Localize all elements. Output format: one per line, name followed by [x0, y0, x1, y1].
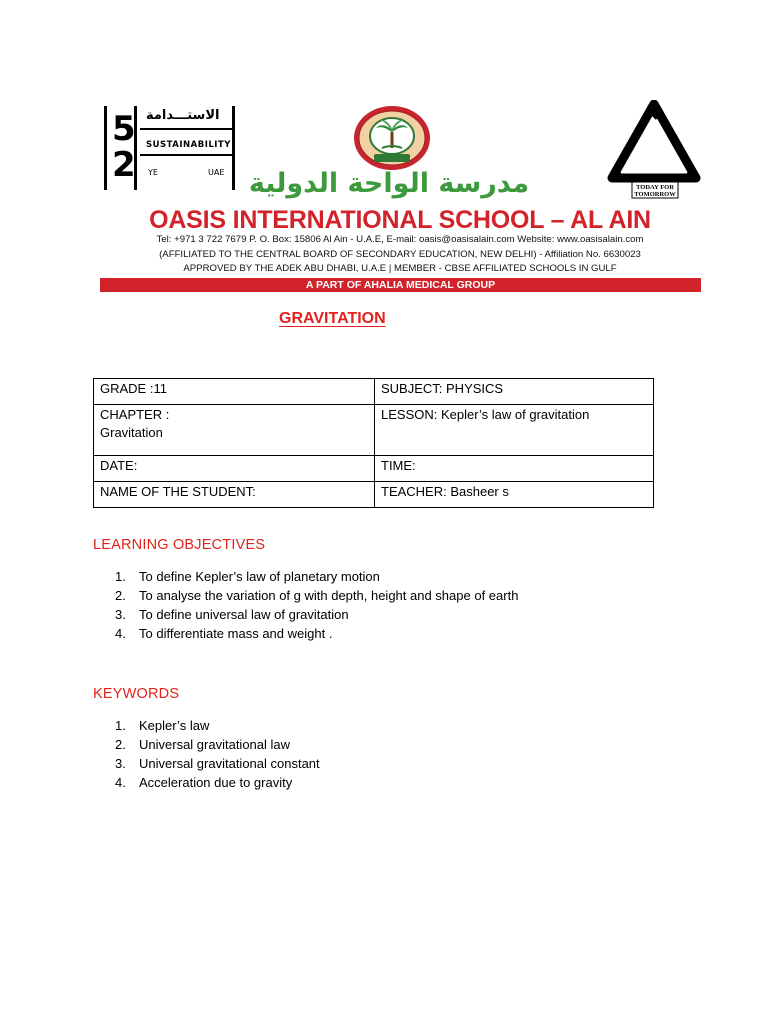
list-number: 2. — [115, 737, 126, 752]
list-text: Kepler’s law — [139, 718, 210, 733]
letterhead — [0, 0, 768, 300]
logo-divider — [140, 154, 232, 156]
list-text: To define Kepler’s law of planetary motion — [139, 569, 380, 584]
logo-small-text-left: ΥΕ — [148, 168, 158, 177]
list-item — [93, 754, 320, 773]
list-text: To define universal law of gravitation — [139, 607, 349, 622]
list-item — [93, 567, 518, 586]
recycle-caption-2: TOMORROW — [634, 191, 676, 198]
school-crest-icon — [352, 104, 432, 172]
list-text: Universal gravitational constant — [139, 756, 320, 771]
lesson-info-table — [93, 378, 654, 508]
list-text: Acceleration due to gravity — [139, 775, 293, 790]
school-name: OASIS INTERNATIONAL SCHOOL – AL AIN — [149, 206, 651, 234]
logo-number-top: 5 — [112, 109, 136, 149]
recycle-caption-1: TODAY FOR — [636, 184, 674, 191]
approval-line: APPROVED BY THE ADEK ABU DHABI, U.A.E | MEMBER - CBSE AFFILIATED SCHOOLS IN GULF — [183, 263, 617, 274]
teacher-cell: TEACHER: Basheer s — [375, 482, 654, 508]
contact-line: Tel: +971 3 722 7679 P. O. Box: 15806 Al Ain - U.A.E, E-mail: oasis@oasisalain.com Website: www.oasisalain.com — [156, 234, 644, 245]
list-number: 2. — [115, 588, 126, 603]
list-number: 4. — [115, 775, 126, 790]
list-item — [93, 586, 518, 605]
student-name-cell: NAME OF THE STUDENT: — [94, 482, 375, 508]
table-row — [94, 379, 654, 405]
logo-vertical-line — [104, 106, 107, 190]
table-row — [94, 405, 654, 456]
objectives-list — [93, 567, 518, 643]
chapter-label: CHAPTER : — [100, 407, 170, 422]
list-text: To analyse the variation of g with depth, height and shape of earth — [139, 588, 519, 603]
list-item — [93, 605, 518, 624]
logo-arabic-text: الاستـــدامة — [146, 108, 220, 123]
list-number: 1. — [115, 569, 126, 584]
recycle-logo-icon — [606, 100, 702, 200]
list-number: 1. — [115, 718, 126, 733]
table-row — [94, 482, 654, 508]
time-cell: TIME: — [375, 456, 654, 482]
list-item — [93, 624, 518, 643]
list-number: 3. — [115, 607, 126, 622]
lesson-cell: LESSON: Kepler’s law of gravitation — [375, 405, 654, 456]
logo-english-text: SUSTAINABILITY — [146, 140, 231, 150]
list-item — [93, 735, 320, 754]
list-number: 4. — [115, 626, 126, 641]
chapter-cell — [94, 405, 375, 456]
list-text: Universal gravitational law — [139, 737, 291, 752]
keywords-list — [93, 716, 320, 792]
list-text: To differentiate mass and weight . — [139, 626, 333, 641]
list-item — [93, 773, 320, 792]
objectives-heading: LEARNING OBJECTIVES — [93, 537, 266, 553]
logo-number-bottom: 2 — [112, 145, 136, 185]
chapter-value: Gravitation — [100, 425, 163, 440]
keywords-heading: KEYWORDS — [93, 686, 180, 702]
list-number: 3. — [115, 756, 126, 771]
group-banner: A PART OF AHALIA MEDICAL GROUP — [100, 278, 701, 292]
logo-divider — [140, 128, 232, 130]
contact-info — [110, 233, 690, 277]
list-item — [93, 716, 320, 735]
grade-cell: GRADE :11 — [94, 379, 375, 405]
page-title: GRAVITATION — [279, 310, 386, 327]
subject-cell: SUBJECT: PHYSICS — [375, 379, 654, 405]
school-name-arabic: مدرسة الواحة الدولية — [248, 168, 530, 199]
table-row — [94, 456, 654, 482]
date-cell: DATE: — [94, 456, 375, 482]
sustainability-logo — [100, 102, 240, 192]
logo-small-text-right: UAE — [208, 168, 225, 177]
affiliation-line: (AFFILIATED TO THE CENTRAL BOARD OF SECONDARY EDUCATION, NEW DELHI) - Affiliation No. 6630023 — [159, 248, 641, 260]
